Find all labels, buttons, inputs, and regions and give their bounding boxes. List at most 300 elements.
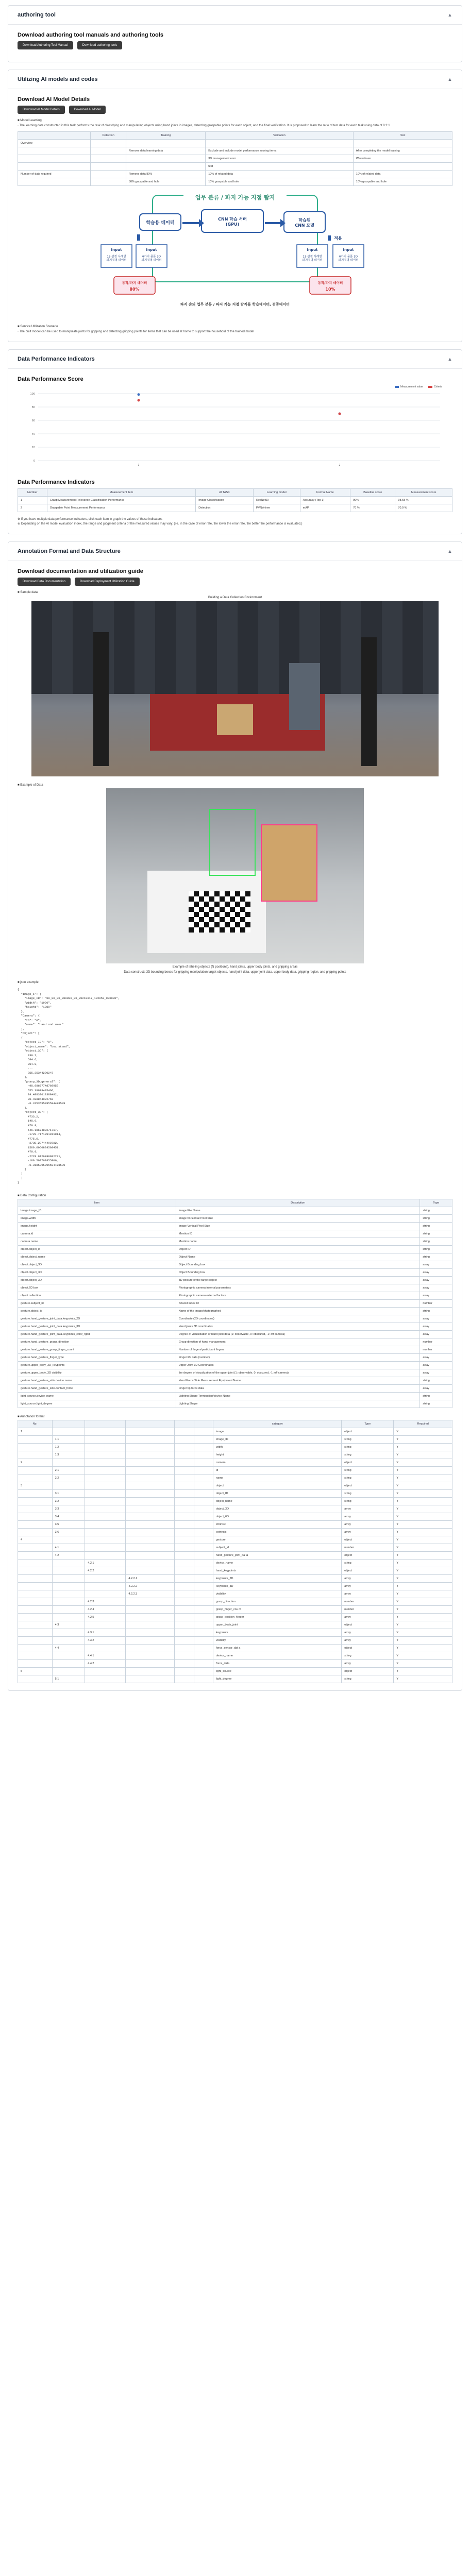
learned-model-text: 학습된 CNN 모델 (295, 218, 314, 228)
table-cell: 1 (18, 497, 47, 504)
table-row (18, 1385, 452, 1393)
table-cell: Y (394, 1590, 452, 1598)
table-cell (18, 1444, 53, 1451)
table-cell: gesture.hand_gesture_grasp_direction (18, 1338, 176, 1346)
table-cell: Object Name (176, 1253, 420, 1261)
table-row (18, 1629, 452, 1637)
table-cell (91, 147, 126, 155)
chevron-up-icon[interactable]: ▲ (447, 549, 452, 554)
out-left-value: 80% (129, 287, 140, 292)
table-cell: 4.2 (52, 1552, 85, 1560)
table-cell (175, 1459, 194, 1467)
table-cell (18, 178, 91, 186)
table-cell (126, 1614, 175, 1621)
table-cell (194, 1536, 213, 1544)
table-cell: Exclude and include model performance scoring items (206, 147, 353, 155)
table-cell: 70 % (350, 504, 395, 512)
table-row (18, 1369, 452, 1377)
table-cell: Remove data learning data (126, 147, 205, 155)
service-label: ■ Service Utilization Scenario (18, 325, 58, 328)
table-cell: Y (394, 1536, 452, 1544)
table-cell (52, 1428, 85, 1436)
table-row (18, 1292, 452, 1300)
table-row (18, 1529, 452, 1536)
table-cell: array (342, 1505, 394, 1513)
table-cell (52, 1560, 85, 1567)
model-learning-text: · The learning data constructed in this task performs the task of classifying and manipulating objects using hand joints in images, detecting graspable points for each object, and the final verification. It is proposed to learn the ratio of test data for each task using data of 8:1:1 (18, 124, 390, 127)
table-row (18, 1544, 452, 1552)
table-cell (194, 1544, 213, 1552)
table-cell: camera.name (18, 1238, 176, 1246)
format-header[interactable] (8, 542, 462, 561)
table-row (18, 497, 452, 504)
table-cell (126, 1529, 175, 1536)
table-cell (126, 1467, 175, 1475)
table-cell: string (342, 1451, 394, 1459)
table-cell (126, 1498, 175, 1505)
download-model-details-button[interactable]: Download AI Model Details (18, 106, 65, 114)
table-cell (126, 1660, 175, 1668)
table-cell (126, 1544, 175, 1552)
x-tick-label: 1 (138, 464, 140, 467)
table-cell: light_source.light_degree (18, 1400, 176, 1408)
table-cell (126, 1668, 175, 1675)
table-cell (175, 1637, 194, 1645)
table-cell (175, 1560, 194, 1567)
table-cell: 4.2.2.2 (126, 1583, 175, 1590)
table-cell: 70.0 % (395, 504, 452, 512)
table-cell (126, 1436, 175, 1444)
table-cell: Upper Joint 3D Coordinates (176, 1362, 420, 1369)
table-cell (126, 1490, 175, 1498)
table-cell: 3 (18, 1482, 53, 1490)
format-panel (8, 541, 462, 1691)
table-row (18, 504, 452, 512)
chevron-up-icon[interactable]: ▲ (447, 357, 452, 362)
table-cell: array (342, 1590, 394, 1598)
table-cell (52, 1459, 85, 1467)
table-row (18, 1614, 452, 1621)
table-cell: Y (394, 1459, 452, 1467)
table-row (18, 1637, 452, 1645)
table-cell: 4.3 (52, 1621, 85, 1629)
table-cell (52, 1575, 85, 1583)
table-cell (18, 1621, 53, 1629)
table-cell (194, 1606, 213, 1614)
table-header-cell: Measurement score (395, 489, 452, 497)
table-cell: Y (394, 1544, 452, 1552)
perf-note-1: ※ If you have multiple data performance indicators, click each item in graph the values of those indicators. (18, 518, 163, 521)
table-cell: Detection (196, 504, 254, 512)
table-cell: Shared index ID (176, 1300, 420, 1308)
table-cell: gesture.hand_gesture_grasp_finger_count (18, 1346, 176, 1354)
table-cell (126, 1513, 175, 1521)
table-cell (18, 1637, 53, 1645)
table-cell (175, 1498, 194, 1505)
table-cell: Y (394, 1436, 452, 1444)
table-cell (194, 1451, 213, 1459)
table-row (18, 1567, 452, 1575)
table-cell (194, 1490, 213, 1498)
out-right-value: 10% (325, 287, 335, 292)
table-cell: Y (394, 1668, 452, 1675)
ai-models-header[interactable] (8, 70, 462, 89)
table-cell: 2 (18, 504, 47, 512)
table-cell: Y (394, 1614, 452, 1621)
table-cell (175, 1567, 194, 1575)
table-cell: object.object_3D (18, 1261, 176, 1269)
table-cell (18, 1590, 53, 1598)
table-cell (18, 1467, 53, 1475)
perf-note-2: ※ Depending on the AI model evaluation index, the range and judgment criteria of the measured values may vary. (i.e. in the case of error rate, the lower the error rate, the better the performance is evaluated.) (18, 522, 303, 526)
table-cell: Y (394, 1513, 452, 1521)
table-cell: Y (394, 1637, 452, 1645)
table-cell: 4.2.4 (85, 1606, 126, 1614)
banner-text: 업무 분류 / 파지 가능 지점 탐지 (195, 194, 275, 201)
table-cell (126, 1560, 175, 1567)
data-point[interactable] (138, 399, 140, 402)
annotation-table (18, 1420, 452, 1683)
table-cell: array (420, 1354, 452, 1362)
ai-models-panel (8, 70, 462, 342)
table-row (18, 1505, 452, 1513)
table-cell: ResNet50 (253, 497, 300, 504)
table-cell: array (420, 1284, 452, 1292)
env-caption: Building a Data Collection Environment (208, 596, 262, 599)
table-cell: Image Classification (196, 497, 254, 504)
table-cell: gesture.hand_gesture_joint_data.keypoints_2D (18, 1315, 176, 1323)
table-cell: Y (394, 1521, 452, 1529)
table-cell (52, 1629, 85, 1637)
table-cell: string (420, 1238, 452, 1246)
table-row (18, 1459, 452, 1467)
table-cell: light_degree (213, 1675, 342, 1683)
table-header-cell: Detection (91, 132, 126, 140)
table-header-cell: Format Name (300, 489, 350, 497)
arrow-up-icon (137, 234, 140, 241)
table-cell (18, 1575, 53, 1583)
table-cell: subject_id (213, 1544, 342, 1552)
table-cell (175, 1575, 194, 1583)
table-cell: Mention ID (176, 1230, 420, 1238)
table-cell (194, 1505, 213, 1513)
y-tick-label: 60 (31, 419, 35, 422)
table-cell: string (420, 1308, 452, 1315)
chevron-up-icon[interactable]: ▲ (447, 77, 452, 82)
table-cell (175, 1652, 194, 1660)
table-cell: 4.2.2.3 (126, 1590, 175, 1598)
table-cell (194, 1675, 213, 1683)
table-cell (126, 1567, 175, 1575)
table-cell: object.6D box (18, 1284, 176, 1292)
table-cell: gesture.hand_gesture_joint_data.keypoints_3D (18, 1323, 176, 1331)
example-caption: Example of labeling objects (N positions), hand joints, upper body joints, and gripping areas (172, 965, 298, 969)
table-cell: Y (394, 1575, 452, 1583)
table-cell: Wavesharer (353, 155, 452, 163)
table-cell (194, 1567, 213, 1575)
table-cell: string (342, 1436, 394, 1444)
table-cell (85, 1575, 126, 1583)
table-cell: 1.2 (52, 1444, 85, 1451)
table-cell (52, 1637, 85, 1645)
table-row (18, 1284, 452, 1292)
table-row (18, 1238, 452, 1246)
table-cell: array (342, 1637, 394, 1645)
table-cell (18, 1475, 53, 1482)
table-row (18, 1323, 452, 1331)
table-header-cell (18, 132, 91, 140)
table-cell: 2 (18, 1459, 53, 1467)
table-cell: grasp_position_fi nger (213, 1614, 342, 1621)
table-cell (18, 1498, 53, 1505)
table-cell (18, 1490, 53, 1498)
table-cell: object_3D (213, 1505, 342, 1513)
collection-environment-photo (31, 601, 439, 776)
table-cell: 4.2.1 (85, 1560, 126, 1567)
table-row (18, 1536, 452, 1544)
input2-title: Input (146, 248, 157, 252)
table-cell (126, 1536, 175, 1544)
y-tick-label: 0 (33, 460, 35, 463)
table-cell: 10% graspable and hole (206, 178, 353, 186)
table-cell (175, 1598, 194, 1606)
table-cell: object (342, 1552, 394, 1560)
table-cell: array (420, 1315, 452, 1323)
table-cell: id (213, 1467, 342, 1475)
legend-criteria-text: Criteria (433, 385, 442, 388)
table-cell: array (342, 1575, 394, 1583)
table-cell (52, 1660, 85, 1668)
table-cell: array (420, 1269, 452, 1277)
table-row (18, 1560, 452, 1567)
table-cell (18, 1552, 53, 1560)
table-cell (126, 1606, 175, 1614)
table-cell: 5.1 (52, 1675, 85, 1683)
annotation-label: ■ Annotation format (18, 1415, 45, 1419)
camera-stand (93, 632, 109, 766)
table-cell: Image.image_ID (18, 1207, 176, 1215)
table-row (18, 1308, 452, 1315)
table-cell (175, 1475, 194, 1482)
model-learning-label: ■ Model Learning (18, 119, 42, 122)
table-cell (175, 1513, 194, 1521)
table-cell (18, 1614, 53, 1621)
table-cell (175, 1614, 194, 1621)
table-row (18, 147, 452, 155)
table-cell (52, 1536, 85, 1544)
table-cell (85, 1505, 126, 1513)
input1-title: Input (111, 248, 122, 252)
table-cell (52, 1590, 85, 1598)
table-header-cell (126, 1420, 175, 1428)
table-cell: 4.2.3 (85, 1598, 126, 1606)
table-cell: string (420, 1215, 452, 1223)
table-cell (175, 1583, 194, 1590)
table-cell: string (420, 1393, 452, 1400)
table-row (18, 1606, 452, 1614)
table-cell: Y (394, 1621, 452, 1629)
table-row (18, 1253, 452, 1261)
apply-text: 적용 (334, 236, 342, 241)
ai-models-heading: Utilizing AI models and codes (18, 76, 98, 82)
table-cell (175, 1428, 194, 1436)
table-cell (175, 1544, 194, 1552)
table-cell: image (213, 1428, 342, 1436)
example-label-text: Example of Data (20, 784, 43, 787)
authoring-tool-heading: authoring tool (18, 12, 56, 18)
download-guide-button[interactable]: Download Deployment Utilization Guide (75, 578, 140, 586)
table-cell: gesture.hand_gesture_side.contact_force (18, 1385, 176, 1393)
table-cell: Y (394, 1583, 452, 1590)
table-cell: keypoints_3D (213, 1583, 342, 1590)
table-cell (194, 1598, 213, 1606)
table-header-cell: Test (353, 132, 452, 140)
table-cell: name (213, 1475, 342, 1482)
perf-table (18, 488, 452, 512)
input3-text: 13-관절 사례별 파지영역 데이터 (302, 255, 323, 262)
authoring-tool-header[interactable] (8, 6, 462, 25)
table-cell: Y (394, 1560, 452, 1567)
table-cell: 4.4.2 (85, 1660, 126, 1668)
format-heading: Annotation Format and Data Structure (18, 548, 121, 554)
table-header-cell: Number (18, 489, 47, 497)
table-cell (126, 1552, 175, 1560)
bbox-object (261, 824, 317, 902)
table-cell (18, 1521, 53, 1529)
table-row (18, 1575, 452, 1583)
table-cell: 1.3 (52, 1451, 85, 1459)
table-cell: device_name (213, 1560, 342, 1567)
table-cell: intrinsic (213, 1521, 342, 1529)
table-row (18, 1521, 452, 1529)
table-row (18, 1645, 452, 1652)
download-manual-button[interactable]: Download Authoring Tool Manual (18, 41, 73, 49)
table-cell: 4.2.5 (85, 1614, 126, 1621)
table-cell: object (342, 1459, 394, 1467)
table-cell: image_ID (213, 1436, 342, 1444)
table-row (18, 140, 452, 147)
y-tick-label: 20 (31, 446, 35, 449)
table-cell: object_6D (213, 1513, 342, 1521)
table-cell (126, 140, 205, 147)
table-cell (194, 1428, 213, 1436)
table-row (18, 1346, 452, 1354)
table-cell: string (342, 1498, 394, 1505)
table-cell (194, 1629, 213, 1637)
sample-label: ■ Sample data (18, 591, 38, 594)
table-cell: Y (394, 1444, 452, 1451)
table-cell (85, 1521, 126, 1529)
input2-text: 6가지 물품 3D 파지영역 데이터 (141, 255, 162, 262)
table-cell (194, 1467, 213, 1475)
table-cell: number (342, 1606, 394, 1614)
table-cell (194, 1660, 213, 1668)
table-cell (18, 1529, 53, 1536)
table-cell: Y (394, 1598, 452, 1606)
table-row (18, 1552, 452, 1560)
table-cell (18, 1583, 53, 1590)
table-row (18, 1621, 452, 1629)
table-cell: Image horizontal Pixel Size (176, 1215, 420, 1223)
table-cell (194, 1475, 213, 1482)
arrow-down-icon (328, 235, 331, 241)
table-cell: camera.id (18, 1230, 176, 1238)
json-example: { "image_1": { "image_ID": "00_00_00_000000_00_20210817_102952_000000", "width": "1920", "height": "1080" }, "Cammra": { "ID": "0", "name": "hand and user" }, "object": [ { "object_ID": "0", "object_name": "box stand", "object_3D": [ 939.2, 584.6, 854.8, ... 355.25344290247 ], "grasp_3D_general": [ -98.88657748769952, 655.39979405466, 89.48839013388482, 30.498844022762 -0.3153595995594478539 ], "object_3D": [ 4733.2, 148.0, 479.9, 546.1867489271717, -1720.7171991911014, 4775.6, -2738.28744498782, 1589.6960829508451, 479.9, -2729.0126499982221, -189.599768855906, -0.3185395995594478539 ] } ] } (18, 988, 120, 1184)
table-cell: 80% graspable and hole (126, 178, 205, 186)
table-cell (52, 1567, 85, 1575)
table-cell: mAP (300, 504, 350, 512)
table-cell: image.height (18, 1223, 176, 1230)
table-cell: gesture.hand_gesture_finger_type (18, 1354, 176, 1362)
table-row (18, 1331, 452, 1338)
table-cell: Y (394, 1652, 452, 1660)
table-cell: Grasp Measurement Relevance Classification Performance (47, 497, 196, 504)
table-cell: Y (394, 1529, 452, 1536)
perf-chart (18, 388, 450, 471)
table-cell (175, 1482, 194, 1490)
table-cell: PVNet-tree (253, 504, 300, 512)
backdrop-wall (31, 601, 439, 694)
chevron-up-icon[interactable]: ▲ (447, 12, 452, 18)
table-row (18, 1269, 452, 1277)
table-cell: the degree of visualization of the upper joint (1: observable, 0: obscured, -1: off camera) (176, 1369, 420, 1377)
table-cell: array (342, 1529, 394, 1536)
table-cell: 4.3.2 (85, 1637, 126, 1645)
table-cell: Mention name (176, 1238, 420, 1246)
table-cell: array (420, 1369, 452, 1377)
data-point[interactable] (138, 393, 140, 396)
table-cell: Lighting Shape Termination/device Name (176, 1393, 420, 1400)
table-cell (175, 1451, 194, 1459)
table-cell: object (342, 1482, 394, 1490)
table-cell (175, 1590, 194, 1598)
bbox-hand (209, 809, 256, 876)
table-row (18, 1436, 452, 1444)
table-cell: Finger life data (number) (176, 1354, 420, 1362)
table-cell: object (342, 1536, 394, 1544)
arrow-icon (265, 219, 286, 227)
input4-title: Input (343, 248, 354, 252)
table-header-cell: Validation (206, 132, 353, 140)
table-cell (18, 1436, 53, 1444)
table-cell (126, 1652, 175, 1660)
table-cell (52, 1482, 85, 1490)
service-label-text: Service Utilization Scenario (20, 325, 58, 328)
table-cell: array (420, 1385, 452, 1393)
table-cell: Y (394, 1660, 452, 1668)
table-cell: Y (394, 1467, 452, 1475)
table-cell (194, 1529, 213, 1536)
table-cell: array (420, 1331, 452, 1338)
table-cell: array (342, 1629, 394, 1637)
out-right-label: 동작/파지 데이터 (317, 281, 343, 285)
data-point[interactable] (339, 413, 341, 415)
table-cell (175, 1444, 194, 1451)
input1-text: 13-관절 사례별 파지영역 데이터 (106, 255, 127, 262)
table-cell: 4.2.2.1 (126, 1575, 175, 1583)
download-model-button[interactable]: Download AI Model (69, 106, 106, 114)
table-cell: object.object_name (18, 1253, 176, 1261)
table-row (18, 1451, 452, 1459)
table-cell: keypoints_2D (213, 1575, 342, 1583)
table-cell: Image Vertical Pixel Size (176, 1223, 420, 1230)
object-box (217, 704, 253, 735)
download-documentation-button[interactable]: Download Data Documentation (18, 578, 71, 586)
download-tools-button[interactable]: Download authoring tools (77, 41, 123, 49)
table-row (18, 1393, 452, 1400)
table-cell: light_source (213, 1668, 342, 1675)
perf-header[interactable] (8, 350, 462, 369)
